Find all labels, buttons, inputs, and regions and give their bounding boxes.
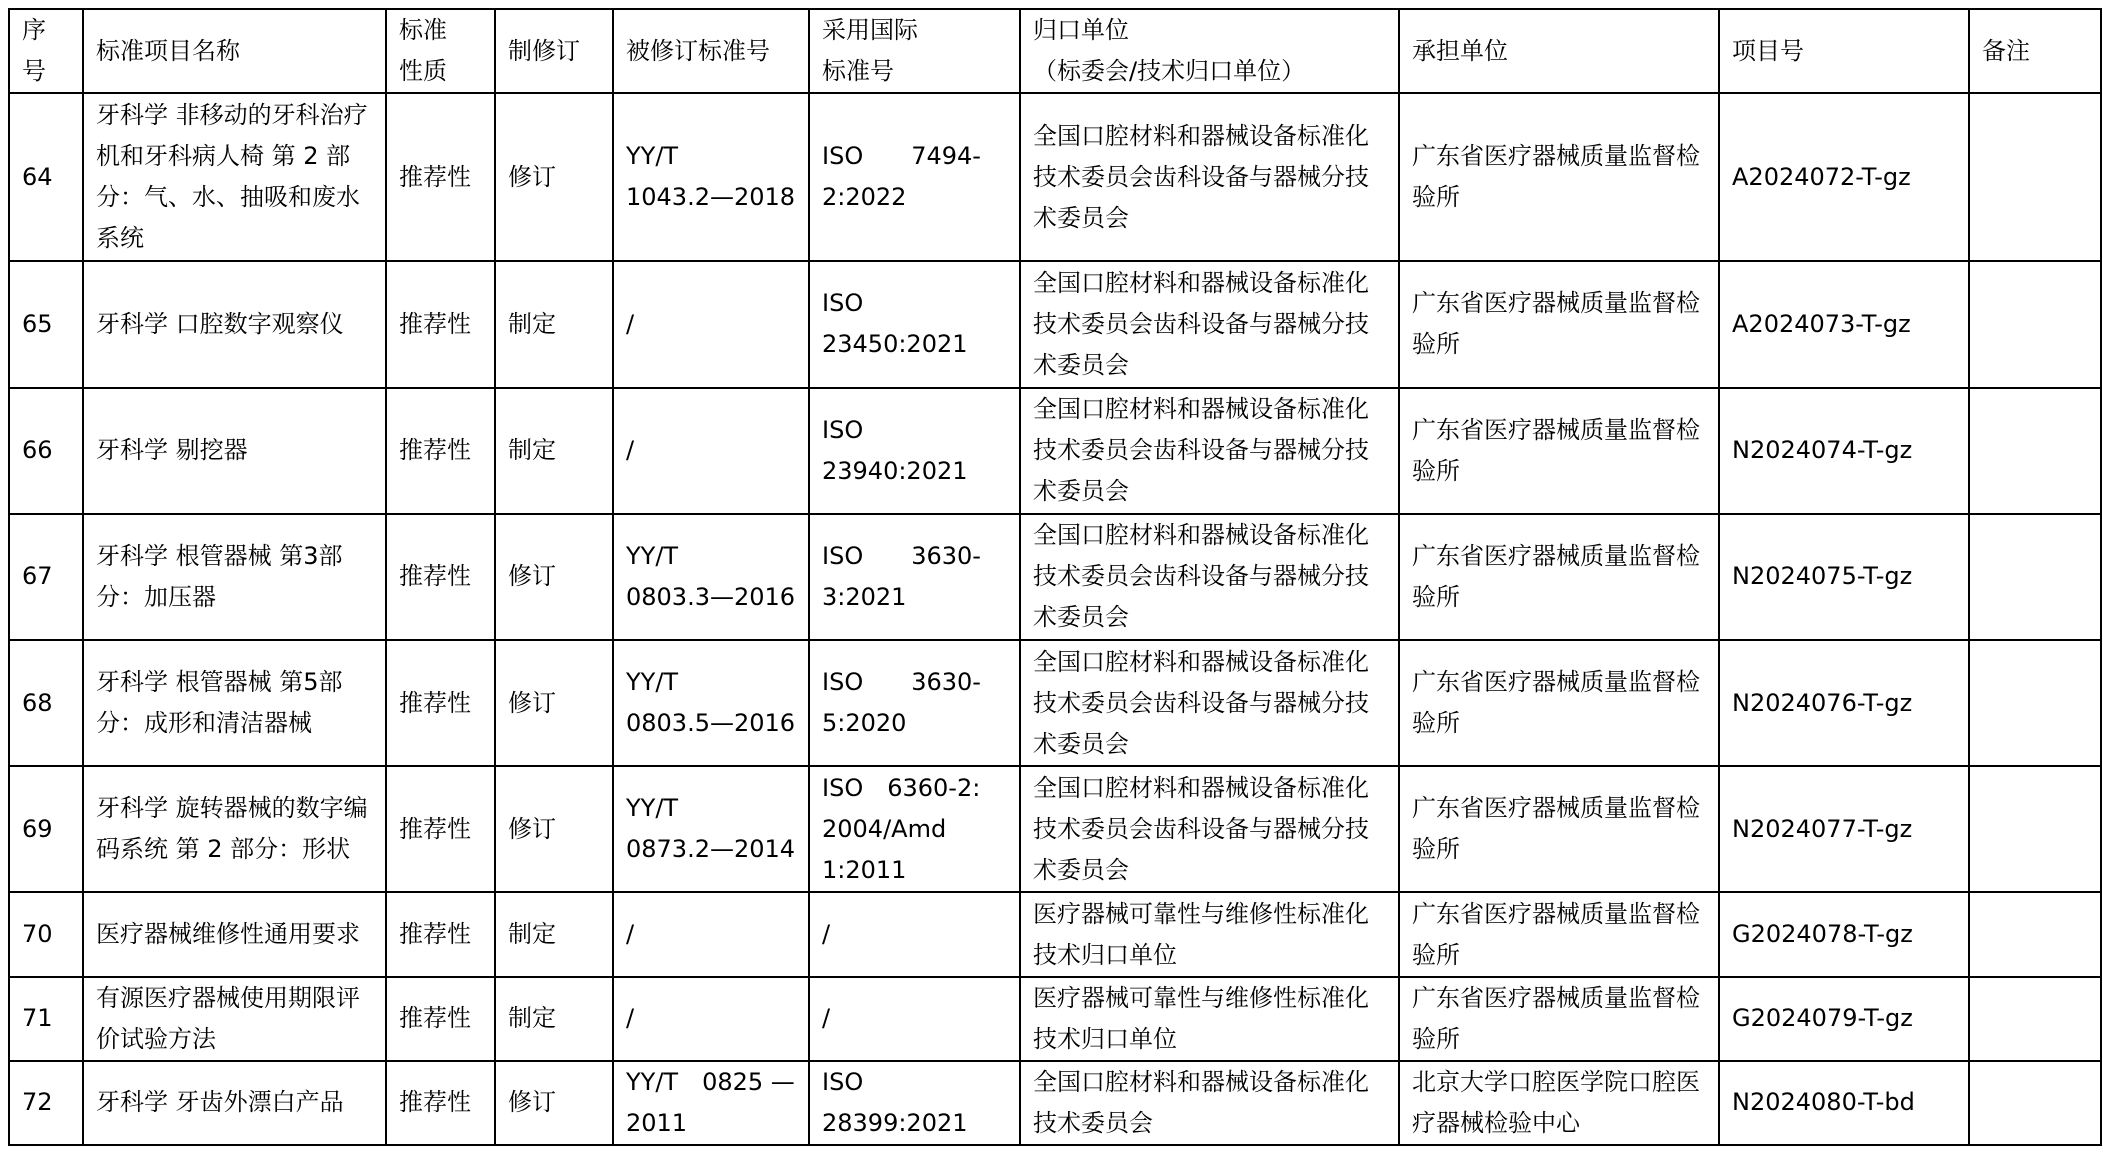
cell-nature: 推荐性 [386,514,495,640]
cell-unit: 广东省医疗器械质量监督检验所 [1399,93,1719,261]
header-intl: 采用国际 标准号 [809,9,1020,93]
header-nature: 标准 性质 [386,9,495,93]
cell-seq: 72 [9,1061,83,1145]
cell-unit: 广东省医疗器械质量监督检验所 [1399,766,1719,892]
cell-seq: 70 [9,892,83,976]
cell-nature: 推荐性 [386,892,495,976]
cell-type: 修订 [495,640,613,766]
header-note: 备注 [1969,9,2101,93]
cell-seq: 64 [9,93,83,261]
table-row [9,388,2101,514]
cell-seq: 69 [9,766,83,892]
cell-name: 牙科学 旋转器械的数字编码系统 第 2 部分：形状 [83,766,386,892]
cell-revised: YY/T 0873.2—2014 [613,766,809,892]
cell-dept: 全国口腔材料和器械设备标准化技术委员会齿科设备与器械分技术委员会 [1020,640,1399,766]
table-row [9,261,2101,387]
table-header [9,9,2101,93]
cell-type: 修订 [495,93,613,261]
cell-intl: / [809,892,1020,976]
cell-code: N2024075-T-gz [1719,514,1969,640]
header-revised: 被修订标准号 [613,9,809,93]
cell-note [1969,1061,2101,1145]
table-row [9,514,2101,640]
cell-type: 制定 [495,977,613,1061]
cell-intl: ISO 3630- 5:2020 [809,640,1020,766]
cell-type: 制定 [495,892,613,976]
cell-note [1969,388,2101,514]
cell-type: 修订 [495,766,613,892]
cell-intl: ISO 3630- 3:2021 [809,514,1020,640]
cell-dept: 全国口腔材料和器械设备标准化技术委员会 [1020,1061,1399,1145]
cell-unit: 北京大学口腔医学院口腔医疗器械检验中心 [1399,1061,1719,1145]
cell-type: 修订 [495,514,613,640]
cell-name: 有源医疗器械使用期限评价试验方法 [83,977,386,1061]
cell-code: A2024072-T-gz [1719,93,1969,261]
cell-nature: 推荐性 [386,93,495,261]
cell-intl: / [809,977,1020,1061]
cell-unit: 广东省医疗器械质量监督检验所 [1399,977,1719,1061]
cell-intl: ISO 28399:2021 [809,1061,1020,1145]
cell-nature: 推荐性 [386,1061,495,1145]
cell-nature: 推荐性 [386,977,495,1061]
cell-seq: 65 [9,261,83,387]
cell-code: N2024077-T-gz [1719,766,1969,892]
cell-type: 制定 [495,388,613,514]
header-dept: 归口单位 （标委会/技术归口单位） [1020,9,1399,93]
cell-type: 制定 [495,261,613,387]
cell-revised: YY/T 0803.3—2016 [613,514,809,640]
cell-unit: 广东省医疗器械质量监督检验所 [1399,892,1719,976]
cell-seq: 66 [9,388,83,514]
cell-note [1969,640,2101,766]
cell-revised: / [613,261,809,387]
table-row [9,892,2101,976]
cell-name: 牙科学 口腔数字观察仪 [83,261,386,387]
cell-dept: 全国口腔材料和器械设备标准化技术委员会齿科设备与器械分技术委员会 [1020,388,1399,514]
table-body [9,93,2101,1145]
table-row [9,1061,2101,1145]
header-type: 制修订 [495,9,613,93]
cell-intl: ISO 23450:2021 [809,261,1020,387]
cell-code: N2024080-T-bd [1719,1061,1969,1145]
cell-unit: 广东省医疗器械质量监督检验所 [1399,388,1719,514]
cell-dept: 医疗器械可靠性与维修性标准化技术归口单位 [1020,977,1399,1061]
cell-revised: / [613,388,809,514]
cell-dept: 全国口腔材料和器械设备标准化技术委员会齿科设备与器械分技术委员会 [1020,93,1399,261]
cell-nature: 推荐性 [386,766,495,892]
cell-seq: 71 [9,977,83,1061]
cell-name: 牙科学 根管器械 第5部分：成形和清洁器械 [83,640,386,766]
cell-code: A2024073-T-gz [1719,261,1969,387]
cell-note [1969,93,2101,261]
cell-dept: 全国口腔材料和器械设备标准化技术委员会齿科设备与器械分技术委员会 [1020,766,1399,892]
cell-code: G2024078-T-gz [1719,892,1969,976]
cell-intl: ISO 7494- 2:2022 [809,93,1020,261]
cell-note [1969,514,2101,640]
cell-nature: 推荐性 [386,640,495,766]
cell-revised: YY/T 0825 — 2011 [613,1061,809,1145]
table-row [9,640,2101,766]
cell-name: 牙科学 非移动的牙科治疗机和牙科病人椅 第 2 部分：气、水、抽吸和废水系统 [83,93,386,261]
cell-seq: 68 [9,640,83,766]
cell-code: G2024079-T-gz [1719,977,1969,1061]
header-name: 标准项目名称 [83,9,386,93]
cell-dept: 全国口腔材料和器械设备标准化技术委员会齿科设备与器械分技术委员会 [1020,261,1399,387]
cell-dept: 全国口腔材料和器械设备标准化技术委员会齿科设备与器械分技术委员会 [1020,514,1399,640]
table-row [9,93,2101,261]
cell-note [1969,892,2101,976]
table-row [9,977,2101,1061]
cell-intl: ISO 6360-2: 2004/Amd 1:2011 [809,766,1020,892]
cell-note [1969,261,2101,387]
header-code: 项目号 [1719,9,1969,93]
cell-unit: 广东省医疗器械质量监督检验所 [1399,640,1719,766]
standards-table [8,8,2102,1146]
header-seq: 序 号 [9,9,83,93]
cell-revised: YY/T 0803.5—2016 [613,640,809,766]
cell-revised: / [613,977,809,1061]
header-row [9,9,2101,93]
cell-seq: 67 [9,514,83,640]
cell-nature: 推荐性 [386,388,495,514]
cell-unit: 广东省医疗器械质量监督检验所 [1399,514,1719,640]
cell-name: 医疗器械维修性通用要求 [83,892,386,976]
cell-note [1969,766,2101,892]
cell-name: 牙科学 剔挖器 [83,388,386,514]
cell-intl: ISO 23940:2021 [809,388,1020,514]
cell-nature: 推荐性 [386,261,495,387]
cell-note [1969,977,2101,1061]
cell-code: N2024074-T-gz [1719,388,1969,514]
cell-revised: YY/T 1043.2—2018 [613,93,809,261]
cell-name: 牙科学 牙齿外漂白产品 [83,1061,386,1145]
cell-name: 牙科学 根管器械 第3部分：加压器 [83,514,386,640]
cell-revised: / [613,892,809,976]
cell-dept: 医疗器械可靠性与维修性标准化技术归口单位 [1020,892,1399,976]
cell-unit: 广东省医疗器械质量监督检验所 [1399,261,1719,387]
cell-type: 修订 [495,1061,613,1145]
table-row [9,766,2101,892]
header-unit: 承担单位 [1399,9,1719,93]
cell-code: N2024076-T-gz [1719,640,1969,766]
